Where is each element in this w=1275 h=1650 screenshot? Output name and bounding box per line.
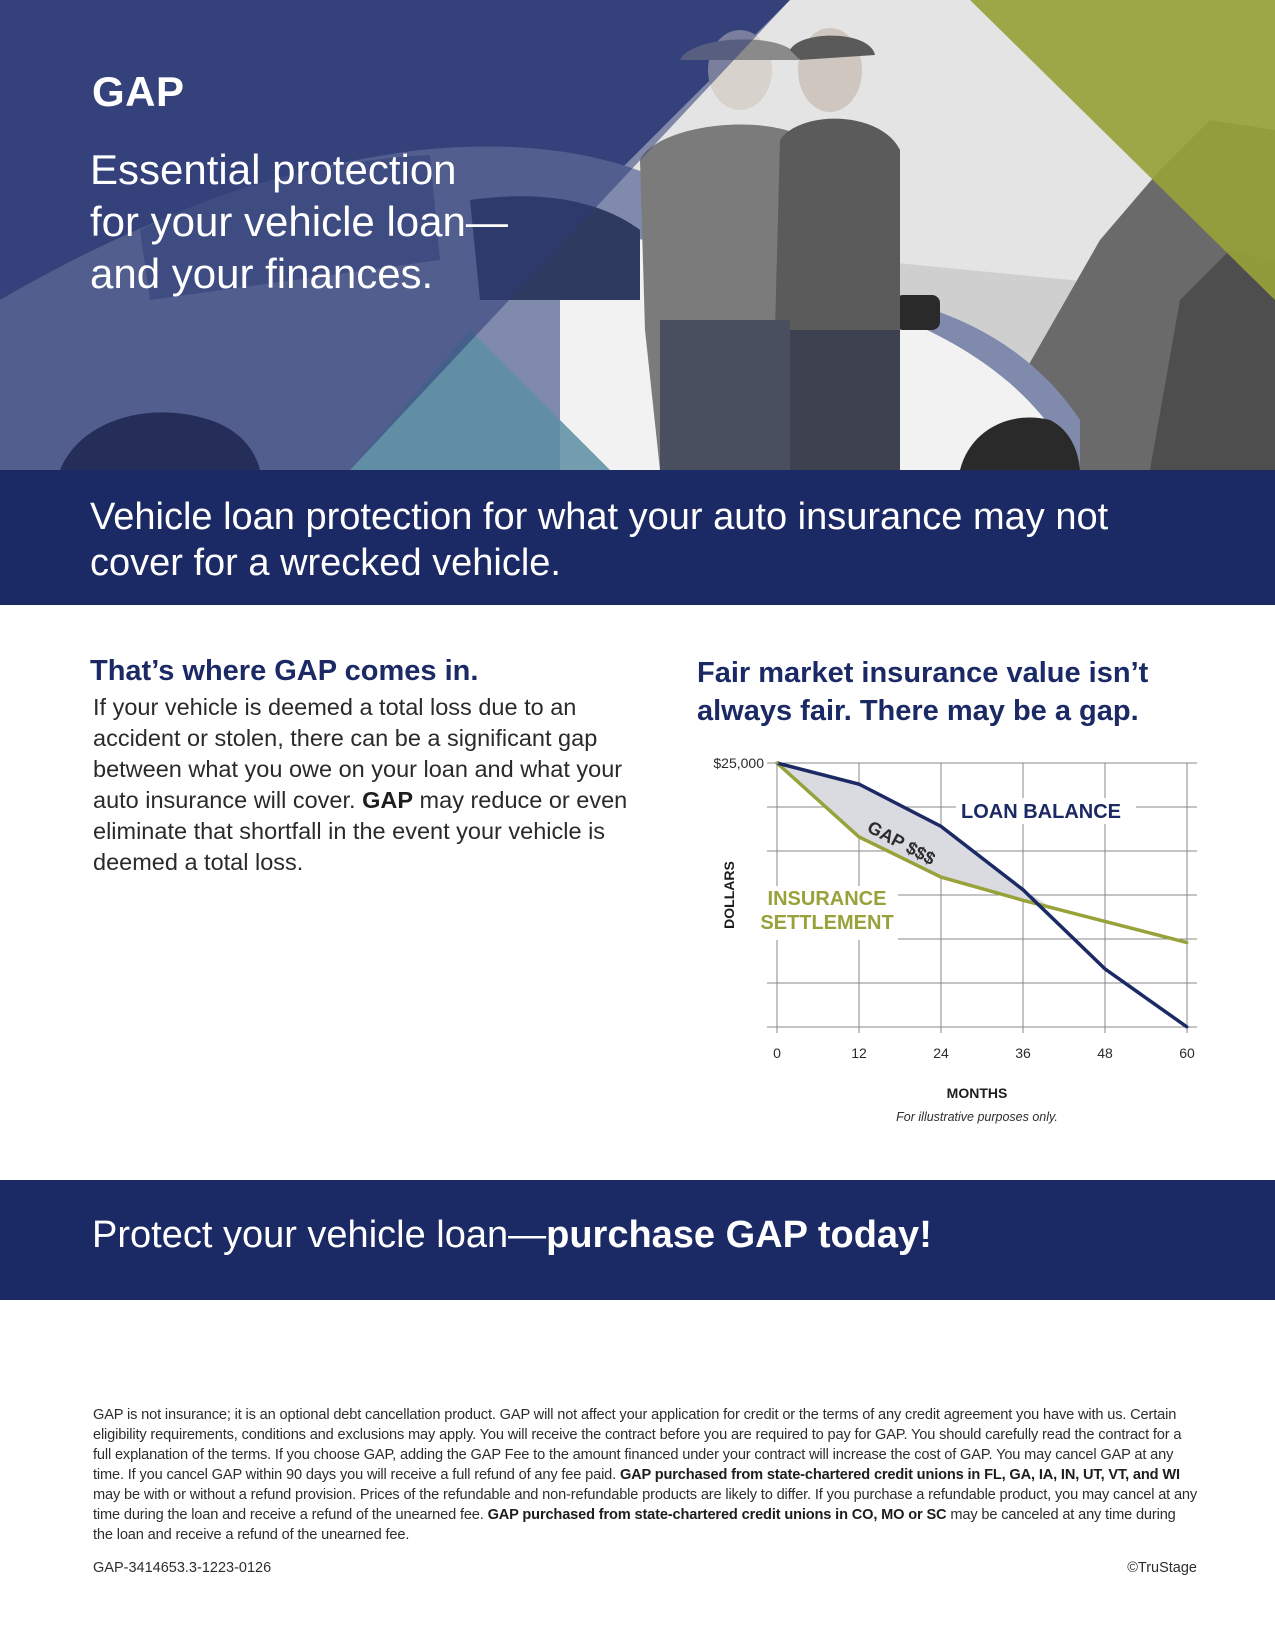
gap-label: GAP $$$: [864, 816, 939, 870]
x-tick-label: 24: [933, 1045, 949, 1061]
x-tick-label: 36: [1015, 1045, 1031, 1061]
document-code: GAP-3414653.3-1223-0126: [93, 1560, 272, 1576]
section-heading: That’s where GAP comes in.: [90, 655, 479, 687]
cta-banner: [0, 1180, 1275, 1300]
banner-text: Vehicle loan protection for what your auto insurance may not cover for a wrecked vehicle.: [90, 496, 1109, 584]
x-tick-label: 60: [1179, 1045, 1195, 1061]
point-loan-balance: [940, 825, 943, 828]
chart-note: For illustrative purposes only.: [896, 1110, 1058, 1124]
x-tick-label: 48: [1097, 1045, 1113, 1061]
cta-text-regular: Protect your vehicle loan—: [92, 1214, 547, 1256]
point-insurance-settlement: [858, 835, 861, 838]
point-insurance-settlement: [776, 762, 779, 765]
point-loan-balance: [1186, 1026, 1189, 1029]
insurance-settlement-label-1: INSURANCE: [767, 888, 887, 910]
gap-chart: [690, 745, 1230, 1135]
disclaimer-part-1: GAP is not insurance; it is an optional debt cancellation product. GAP will not affect your application for credit or the terms of any credit agreement you have with us. Certain eligibility requirements, conditions and exclusions may apply. You will receive the contract before you are required to pay for GAP. You should carefully read the contract for a full explanation of the terms. If you choose GAP, adding the GAP Fee to the amount financed under your contract will increase the cost of GAP. You may cancel GAP at any time. If you cancel GAP within 90 days you will receive a full refund of any fee paid.: [93, 1407, 1182, 1483]
intro-banner: [0, 470, 1275, 605]
copyright-notice: ©TruStage: [1127, 1560, 1197, 1576]
point-insurance-settlement: [1104, 920, 1107, 923]
disclaimer-bold-1: GAP purchased from state-chartered credit unions in FL, GA, IA, IN, UT, VT, and WI: [619, 1467, 1180, 1483]
product-label: GAP: [92, 68, 185, 115]
y-tick-labels: [713, 755, 764, 771]
body-text-1: If your vehicle is deemed a total loss due to an accident or stolen, there can be a significant gap between what you owe on your loan and what your auto insurance will cover.: [93, 694, 623, 813]
gap-area: [777, 763, 1050, 907]
body-text-2: may reduce or even eliminate that shortfall in the event your vehicle is deemed a total loss.: [93, 787, 628, 875]
insurance-settlement-label-2: SETTLEMENT: [760, 912, 894, 934]
section-body: [93, 692, 633, 878]
point-loan-balance: [858, 783, 861, 786]
point-loan-balance: [1104, 967, 1107, 970]
x-axis-label: MONTHS: [946, 1085, 1008, 1101]
hero-tagline: Essential protection for your vehicle loan—and your finances.: [90, 146, 508, 297]
point-insurance-settlement: [1186, 941, 1189, 944]
disclaimer-part-2: may be with or without a refund provision. Prices of the refundable and non-refundable products are likely to differ. If you purchase a refundable product, you may cancel at any time during the loan and receive a refund of the unearned fee.: [93, 1487, 1198, 1523]
cta-text-bold: purchase GAP today!: [546, 1214, 932, 1256]
point-insurance-settlement: [940, 876, 943, 879]
x-tick-label: 12: [851, 1045, 867, 1061]
cta-text: [92, 1214, 932, 1257]
chart-heading: Fair market insurance value isn’t always fair. There may be a gap.: [697, 657, 1149, 727]
y-axis-label: DOLLARS: [721, 861, 737, 929]
disclaimer-bold-2: GAP purchased from state-chartered credit unions in CO, MO or SC: [487, 1507, 947, 1523]
point-loan-balance: [1022, 888, 1025, 891]
hero-section: [0, 0, 1275, 470]
loan-balance-label: LOAN BALANCE: [961, 801, 1121, 823]
body-bold-gap: GAP: [362, 787, 414, 813]
x-tick-label: 0: [773, 1045, 781, 1061]
disclaimer-part-3: may be canceled at any time during the loan and receive a refund of the unearned fee.: [93, 1507, 1176, 1543]
legal-disclaimer: [93, 1405, 1198, 1545]
y-tick-label: $25,000: [713, 755, 764, 771]
x-tick-labels: [773, 1045, 1195, 1061]
point-insurance-settlement: [1022, 899, 1025, 902]
